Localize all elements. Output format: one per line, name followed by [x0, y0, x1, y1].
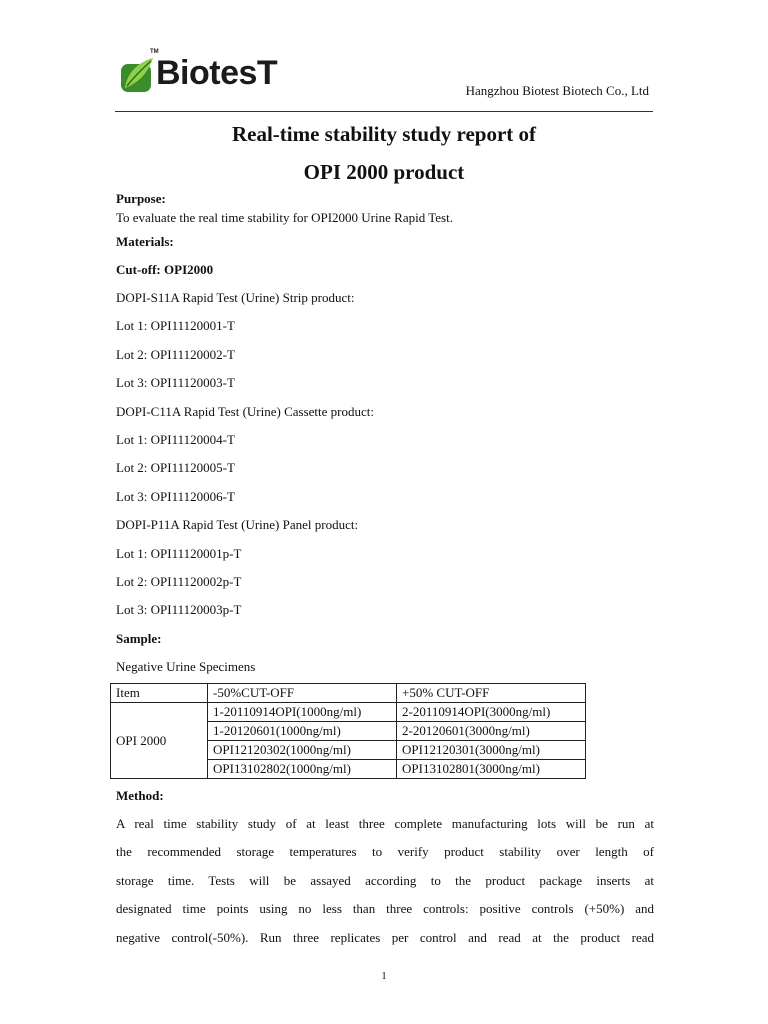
- table-cell: OPI13102802(1000ng/ml): [208, 760, 397, 779]
- strip-lot-1: Lot 1: OPI11120001-T: [116, 318, 235, 333]
- cassette-product-heading: DOPI-C11A Rapid Test (Urine) Cassette product:: [116, 404, 374, 419]
- leaf-icon: [119, 54, 155, 94]
- table-cell: OPI13102801(3000ng/ml): [397, 760, 586, 779]
- cassette-lot-3: Lot 3: OPI11120006-T: [116, 489, 235, 504]
- table-cell: OPI12120301(3000ng/ml): [397, 741, 586, 760]
- purpose-text: To evaluate the real time stability for OPI2000 Urine Rapid Test.: [116, 210, 453, 225]
- report-title-line1: Real-time stability study report of: [231, 122, 537, 146]
- logo-trademark: TM: [150, 49, 159, 55]
- strip-lot-2: Lot 2: OPI11120002-T: [116, 347, 235, 362]
- panel-lot-1: Lot 1: OPI11120001p-T: [116, 546, 242, 561]
- strip-product-heading: DOPI-S11A Rapid Test (Urine) Strip product:: [116, 290, 355, 305]
- company-name: Hangzhou Biotest Biotech Co., Ltd: [465, 83, 649, 98]
- header-divider: [115, 111, 653, 112]
- sample-heading: Sample:: [116, 631, 162, 646]
- table-row: [111, 703, 586, 722]
- table-cell: OPI12120302(1000ng/ml): [208, 741, 397, 760]
- materials-heading: Materials:: [116, 234, 174, 249]
- cassette-lot-2: Lot 2: OPI11120005-T: [116, 460, 235, 475]
- table-header-row: [111, 684, 586, 703]
- report-title-line2: OPI 2000 product: [303, 160, 465, 184]
- table-header-cell: +50% CUT-OFF: [397, 684, 586, 703]
- method-paragraph-line: A real time stability study of at least three complete manufacturing lots will be run at: [116, 816, 654, 831]
- method-paragraph-line: the recommended storage temperatures to verify product stability over length of: [116, 844, 654, 859]
- cutoff-label: Cut-off: OPI2000: [116, 262, 214, 277]
- specimen-table: [110, 683, 586, 779]
- panel-product-heading: DOPI-P11A Rapid Test (Urine) Panel product:: [116, 517, 359, 532]
- table-header-cell: Item: [111, 684, 208, 703]
- method-paragraph-line: designated time points using no less than three controls: positive controls (+50%) and: [116, 901, 654, 916]
- table-cell: 2-20110914OPI(3000ng/ml): [397, 703, 586, 722]
- method-heading: Method:: [116, 788, 164, 803]
- purpose-heading: Purpose:: [116, 191, 166, 206]
- table-item-cell: OPI 2000: [111, 703, 208, 779]
- table-cell: 2-20120601(3000ng/ml): [397, 722, 586, 741]
- method-paragraph-line: storage time. Tests will be assayed according to the product package inserts at: [116, 873, 654, 888]
- table-cell: 1-20110914OPI(1000ng/ml): [208, 703, 397, 722]
- method-paragraph-line: negative control(-50%). Run three replicates per control and read at the product read: [116, 930, 654, 945]
- panel-lot-3: Lot 3: OPI11120003p-T: [116, 602, 242, 617]
- cassette-lot-1: Lot 1: OPI11120004-T: [116, 432, 235, 447]
- biotest-logo: [119, 49, 315, 94]
- page-number: 1: [381, 970, 387, 982]
- sample-text: Negative Urine Specimens: [116, 659, 256, 674]
- logo-text: BiotesT: [156, 54, 278, 92]
- strip-lot-3: Lot 3: OPI11120003-T: [116, 375, 235, 390]
- table-cell: 1-20120601(1000ng/ml): [208, 722, 397, 741]
- panel-lot-2: Lot 2: OPI11120002p-T: [116, 574, 242, 589]
- table-header-cell: -50%CUT-OFF: [208, 684, 397, 703]
